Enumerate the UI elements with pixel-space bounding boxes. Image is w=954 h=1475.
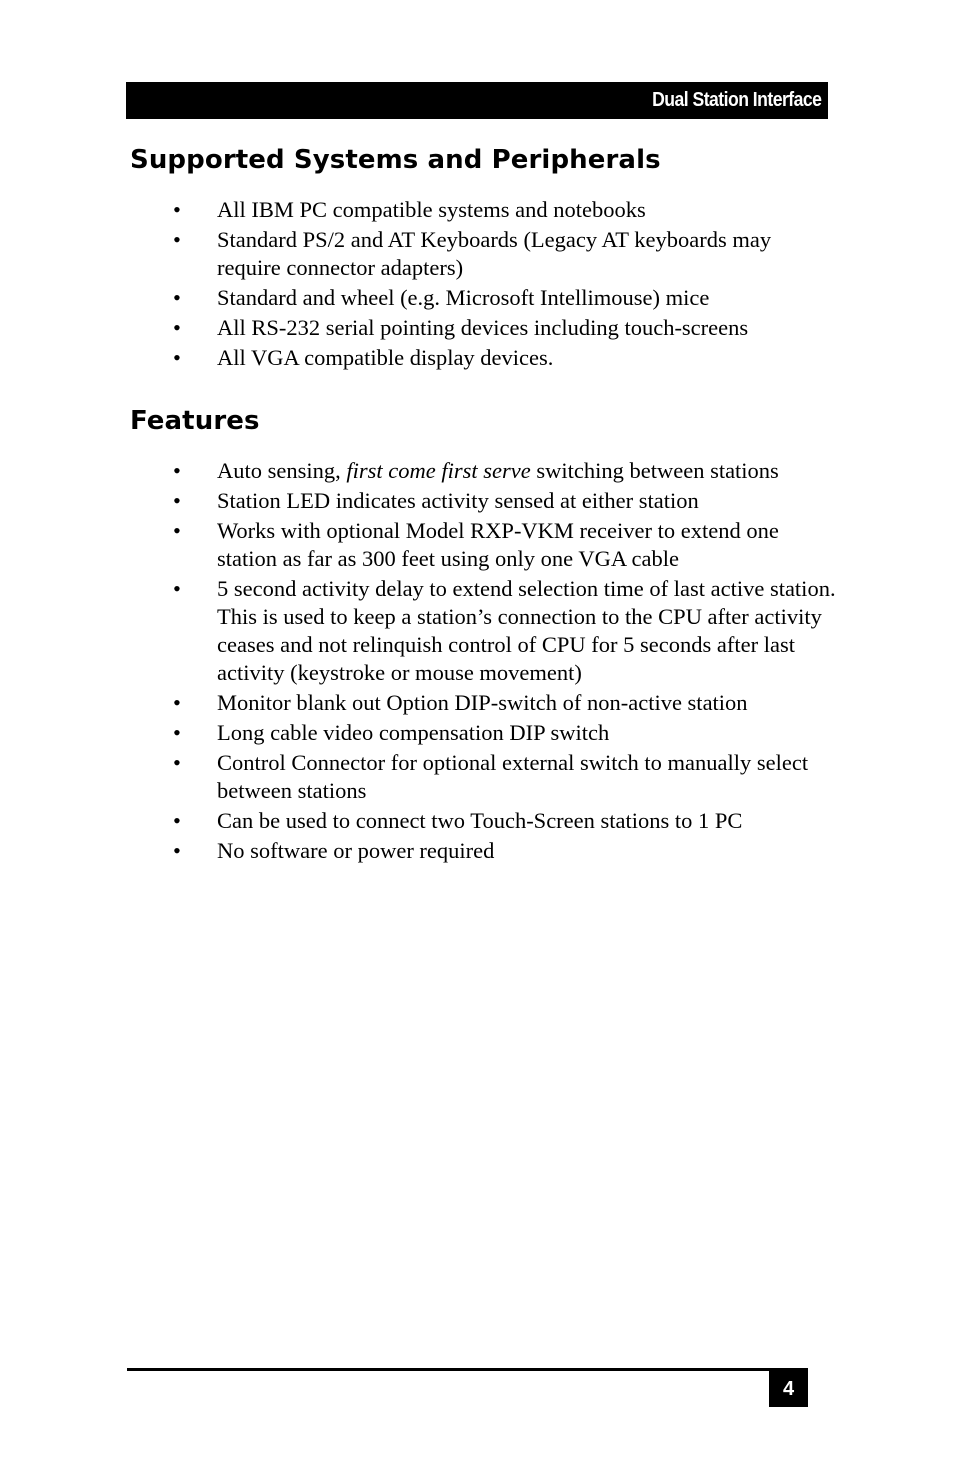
bullet: • [173, 750, 181, 775]
list-item [0, 344, 837, 372]
bullet: • [173, 315, 181, 340]
bullet: • [173, 690, 181, 715]
list-item [0, 575, 837, 687]
bullet: • [173, 808, 181, 833]
section-heading-supported: Supported Systems and Peripherals [130, 145, 661, 175]
header-title: Dual Station Interface [651, 89, 821, 111]
list-item [0, 749, 837, 805]
list-item-text-after: switching between stations [530, 458, 779, 483]
bullet: • [173, 488, 181, 513]
list-item [0, 487, 837, 515]
list-item [0, 284, 837, 312]
features-list [0, 457, 837, 867]
list-item-text: All IBM PC compatible systems and notebooks [217, 197, 646, 222]
bullet: • [173, 576, 181, 601]
list-item-text: All VGA compatible display devices. [217, 345, 554, 370]
list-item-text: Works with optional Model RXP-VKM receiver to extend one station as far as 300 feet using only one VGA cable [217, 518, 779, 571]
bullet: • [173, 285, 181, 310]
supported-list [0, 196, 837, 374]
list-item [0, 807, 837, 835]
list-item [0, 457, 837, 485]
list-item-text: Station LED indicates activity sensed at either station [217, 488, 699, 513]
footer-rule [127, 1368, 808, 1371]
list-item [0, 837, 837, 865]
list-item-text: All RS-232 serial pointing devices including touch-screens [217, 315, 749, 340]
list-item [0, 314, 837, 342]
list-item-text: Can be used to connect two Touch-Screen stations to 1 PC [217, 808, 743, 833]
list-item [0, 517, 837, 573]
list-item-text-before: Auto sensing, [217, 458, 347, 483]
bullet: • [173, 458, 181, 483]
list-item-text: Standard and wheel (e.g. Microsoft Intellimouse) mice [217, 285, 710, 310]
list-item [0, 689, 837, 717]
page-number: 4 [769, 1371, 808, 1407]
list-item-text: 5 second activity delay to extend selection time of last active station. This is used to keep a station’s connection to the CPU after activity ceases and not relinquish control of CPU for 5 seconds after last activity (keystroke or mouse movement) [217, 576, 836, 685]
list-item-text: Standard PS/2 and AT Keyboards (Legacy AT keyboards may require connector adapters) [217, 227, 772, 280]
list-item [0, 196, 837, 224]
bullet: • [173, 838, 181, 863]
bullet: • [173, 227, 181, 252]
list-item-text-italic: first come first serve [346, 458, 531, 483]
list-item-text: No software or power required [217, 838, 495, 863]
bullet: • [173, 197, 181, 222]
list-item [0, 226, 837, 282]
bullet: • [173, 720, 181, 745]
list-item [0, 719, 837, 747]
list-item-text: Control Connector for optional external switch to manually select between stations [217, 750, 809, 803]
bullet: • [173, 518, 181, 543]
list-item-text: Long cable video compensation DIP switch [217, 720, 610, 745]
header-bar [126, 82, 828, 119]
list-item-text: Monitor blank out Option DIP-switch of non-active station [217, 690, 748, 715]
bullet: • [173, 345, 181, 370]
section-heading-features: Features [130, 406, 260, 436]
